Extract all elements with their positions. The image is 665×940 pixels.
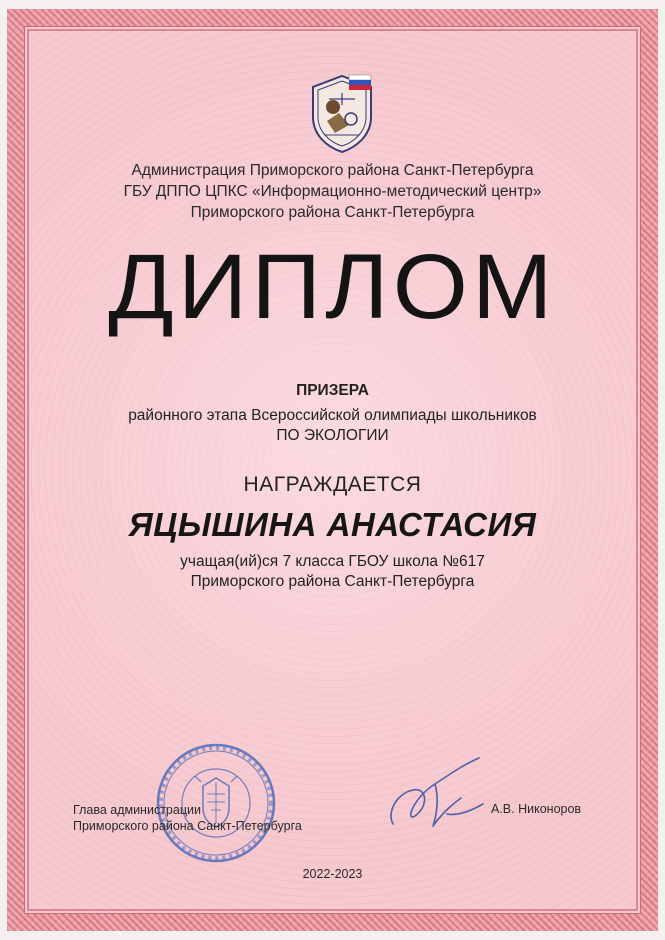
- recipient-name: ЯЦЫШИНА АНАСТАСИЯ: [128, 506, 537, 543]
- recipient-details: [7, 552, 658, 592]
- academic-year: 2022-2023: [302, 867, 363, 881]
- olympiad-line: районного этапа Всероссийской олимпиады школьников: [128, 407, 537, 424]
- handwritten-signature-icon: [383, 754, 493, 834]
- award-type: ПРИЗЕРА: [296, 382, 369, 399]
- diploma: [7, 9, 658, 931]
- signatory-title-line: Глава администрации: [73, 803, 201, 817]
- issuer-line: Приморского района Санкт-Петербурга: [190, 204, 475, 221]
- recipient-district: Приморского района Санкт-Петербурга: [190, 573, 475, 590]
- issuer-line: Администрация Приморского района Санкт-Петербурга: [131, 162, 534, 179]
- awarded-label: НАГРАЖДАЕТСЯ: [243, 473, 422, 496]
- recipient-school: учащая(ий)ся 7 класса ГБОУ школа №617: [180, 553, 485, 570]
- olympiad-subject: ПО ЭКОЛОГИИ: [276, 427, 389, 444]
- issuer-header: [67, 160, 598, 223]
- diploma-title: ДИПЛОМ: [108, 236, 557, 338]
- diploma-content: [7, 9, 658, 931]
- olympiad-description: [7, 406, 658, 446]
- signatory-title-line: Приморского района Санкт-Петербурга: [73, 819, 302, 833]
- issuer-line: ГБУ ДППО ЦПКС «Информационно-методический центр»: [123, 183, 542, 200]
- olympiad-emblem-icon: [305, 73, 379, 155]
- signatory-name: А.В. Никоноров: [491, 802, 582, 816]
- signatory-title: [73, 802, 302, 834]
